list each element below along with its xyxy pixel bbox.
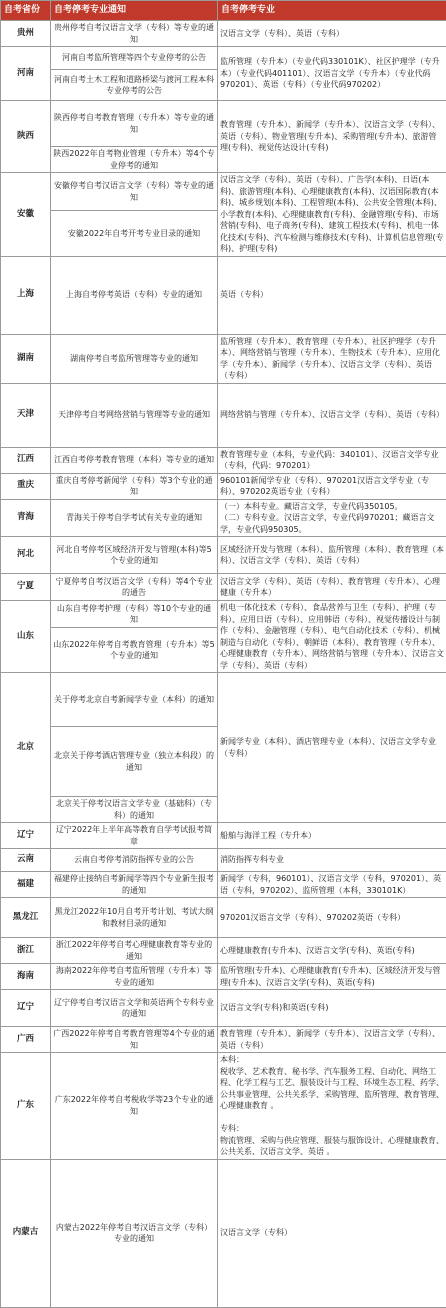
province-cell: 河北 [1,537,51,574]
table-row [1,1027,446,1053]
notice-cell: 关于停考北京自考新闻学专业（本科）的通知 [51,673,218,727]
province-cell: 内蒙古 [1,1159,51,1307]
notice-cell: 青海关于停考自学考试有关专业的通知 [51,499,218,537]
table-row [1,1053,446,1160]
province-cell: 云南 [1,849,51,872]
majors-cell: 区域经济开发与管理（本科）、监所管理（本科）、教育管理（本科）、汉语言文学（专科）、英语（专科） [218,537,446,574]
notice-cell: 福建停止接纳自考新闻学等四个专业新生报考的通知 [51,872,218,898]
majors-cell: 英语（专科） [218,256,446,334]
table-row [1,574,446,601]
province-cell: 海南 [1,964,51,990]
notice-cell: 海南2022年停考自考监所管理（专升本）等专业的通知 [51,964,218,990]
majors-cell: 汉语言文学（专科） [218,1159,446,1307]
notice-cell: 安徽停考自考汉语言文学（专科）等专业的通知 [51,173,218,211]
majors-cell: 船舶与海洋工程（专升本） [218,823,446,849]
notice-cell: 河南自考监所管理等四个专业停考的公告 [51,47,218,70]
notice-cell: 黑龙江2022年10月自考开考计划、考试大纲和教材目录的通知 [51,898,218,938]
province-cell: 浙江 [1,938,51,964]
table-header-row [1,1,446,21]
table-row [1,964,446,990]
notice-cell: 浙江2022年停考自考心理健康教育等专业的通知 [51,938,218,964]
notice-cell: 陕西停考自考教育管理（专升本）等专业的通知 [51,101,218,147]
table-row [1,537,446,574]
majors-cell: 新闻学（专科，960101）、汉语言文学（专科，970201）、英语（专科，970202）、监所管理（本科，330101K） [218,872,446,898]
majors-cell: 汉语言文学（专科）、英语（专科）、广告学(本科)、日语(本科)、旅游管理(本科)、心理健康教育(本科)、汉语国际教育(本科)、城乡规划(本科)、工程管理(本科)、公共安全管理(本科)、小学教育(本科)、心理健康教育(专科)、金融管理(专科)、市场营销(专科)、电子商务(专科)、建筑工程技术(专科)、机电一体化技术(专科)、汽车检测与维修技术(专科)、计算机信息管理(专科)、护理(专科) [218,173,446,257]
table-row [1,601,446,628]
majors-cell: 970201汉语言文学（专科）、970202英语（专科） [218,898,446,938]
province-cell: 北京 [1,673,51,823]
province-cell: 贵州 [1,21,51,47]
notice-cell: 山东自考停考护理（专科）等10个专业的通知 [51,601,218,628]
province-cell: 广西 [1,1027,51,1053]
majors-cell: 教育管理专业（本科，专业代码：340101）、汉语言文学专业（专科，代码：970201） [218,447,446,473]
notice-cell: 北京关于停考酒店管理专业（独立本科段）的通知 [51,727,218,797]
majors-cell: 教育管理（专升本）、新闻学（专升本）、汉语言文学（专科）、英语（专科）、物业管理(专升本)、采购管理(专升本)、旅游管理(专科)、视觉传达设计(专科) [218,101,446,173]
province-cell: 上海 [1,256,51,334]
notice-cell: 云南自考停考消防指挥专业的公告 [51,849,218,872]
table-row [1,383,446,447]
majors-cell: 本科： 税收学、艺术教育、秘书学、汽车服务工程、自动化、网络工程、化学工程与工艺、服装设计与工程、环境生态工程、药学、公共事业管理、公共关系学、采购管理、监所管理、教育管理、心理健康教育 。 专科： 物流管理、采购与供应管理、服装与服饰设计、心理健康教育、公共关系、汉语言文学、英语 。 [218,1053,446,1160]
province-cell: 山东 [1,601,51,673]
table-body [1,21,446,1308]
table-row [1,499,446,537]
table-row [1,47,446,70]
province-cell: 河南 [1,47,51,101]
notice-cell: 上海自考停考英语（专科）专业的通知 [51,256,218,334]
notice-cell: 河南自考土木工程和道路桥梁与渡河工程本科专业停考的公告 [51,70,218,101]
table-row [1,256,446,334]
majors-cell: 教育管理（专升本）、新闻学（专升本）、汉语言文学（专科）、英语（专科） [218,1027,446,1053]
table-row [1,849,446,872]
table-row [1,990,446,1027]
notice-cell: 安徽2022年自考开考专业目录的通知 [51,211,218,256]
table-row [1,334,446,383]
province-cell: 安徽 [1,173,51,257]
notice-cell: 山东2022年停考自考教育管理（专升本）等5个专业的通知 [51,628,218,673]
province-cell: 黑龙江 [1,898,51,938]
majors-cell: 监所管理（专升本）、教育管理（专升本）、社区护理学（专升本）、网络营销与管理（专升本）、生物技术（专升本）、应用化学（专升本）、新闻学（专升本）、汉语言文学（专科）、英语（专科） [218,334,446,383]
notice-cell: 重庆自考停考新闻学（专科）等3个专业的通知 [51,473,218,499]
notice-cell: 辽宁停考自考汉语言文学和英语两个专科专业的通知 [51,990,218,1027]
notice-cell: 内蒙古2022年停考自考汉语言文学（专科）专业的通知 [51,1159,218,1307]
header-notice: 自考停考专业通知 [51,1,218,21]
notice-cell: 河北自考停考区域经济开发与管理(本科)等5个专业的通知 [51,537,218,574]
province-cell: 福建 [1,872,51,898]
province-cell: 重庆 [1,473,51,499]
notice-cell: 天津停考自考网络营销与管理等专业的通知 [51,383,218,447]
majors-cell: 汉语言文学(专科)和英语(专科) [218,990,446,1027]
notice-cell: 广东2022年停考自考税收学等23个专业的通知 [51,1053,218,1160]
province-cell: 广东 [1,1053,51,1160]
header-province: 自考省份 [1,1,51,21]
province-cell: 陕西 [1,101,51,173]
notice-cell: 陕西2022年自考物业管理（专升本）等4个专业停考的通知 [51,147,218,173]
table-row [1,872,446,898]
table-row [1,101,446,147]
majors-cell: （一）本科专业。藏语言文学，专业代码350105。 （二）专科专业。汉语言文学，专业代码970201；藏语言文学，专业代码950305。 [218,499,446,537]
table-row [1,673,446,727]
majors-cell: 心理健康教育(专升本)、汉语言文学(专科)、英语(专科) [218,938,446,964]
majors-cell: 机电一体化技术（专科）、食品营养与卫生（专科）、护理（专科）、应用日语（专科）、应用韩语（专科）、视觉传播设计与制作（专科）、金融管理（专科）、电气自动化技术（专科）、机械制造与自动化（专科）、朝鲜语（本科）、教育管理（专升本）、心理健康教育（专升本）、网络营销与管理（专升本）、汉语言文学（专科）、英语（专科） [218,601,446,673]
majors-cell: 消防指挥专科专业 [218,849,446,872]
province-cell: 辽宁 [1,823,51,849]
province-cell: 湖南 [1,334,51,383]
majors-cell: 新闻学专业（本科）、酒店管理专业（本科）、汉语言文学专业（专科） [218,673,446,823]
table-row [1,21,446,47]
table-row [1,823,446,849]
notice-cell: 辽宁2022年上半年高等教育自学考试报考简章 [51,823,218,849]
table-row [1,898,446,938]
province-cell: 辽宁 [1,990,51,1027]
province-cell: 江西 [1,447,51,473]
table-row [1,1159,446,1307]
notice-cell: 湖南停考自考监所管理等专业的通知 [51,334,218,383]
majors-cell: 汉语言文学（专科）、英语（专科） [218,21,446,47]
notice-cell: 广西2022年停考自考教育管理等4个专业的通知 [51,1027,218,1053]
province-cell: 天津 [1,383,51,447]
majors-cell: 监所管理(专升本)、心理健康教育(专升本)、区域经济开发与管理(专升本)、汉语言文学(专科)、英语(专科) [218,964,446,990]
province-cell: 青海 [1,499,51,537]
table-row [1,447,446,473]
table-row [1,173,446,211]
notice-cell: 贵州停考自考汉语言文学（专科）等专业的通知 [51,21,218,47]
table-row [1,938,446,964]
majors-cell: 960101新闻学专业（专科）、970201汉语言文学专业（专科）、970202英语专业（专科） [218,473,446,499]
notice-cell: 北京关于停考汉语言文学专业（基础科）（专科）的通知 [51,797,218,823]
notice-cell: 江西自考停考教育管理（本科）等专业的通知 [51,447,218,473]
province-cell: 宁夏 [1,574,51,601]
majors-cell: 监所管理（专升本）（专业代码330101K）、社区护理学（专升本）（专业代码401101）、汉语言文学（专升本）（专业代码970201）、英语（专科）（专业代码970202） [218,47,446,101]
header-majors: 自考停考专业 [218,1,446,21]
majors-cell: 网络营销与管理（专升本）、汉语言文学（专科）、英语（专科） [218,383,446,447]
table-row [1,473,446,499]
majors-cell: 汉语言文学（专科）、英语（专科）、教育管理（专升本）、心理健康（专升本） [218,574,446,601]
notice-cell: 宁夏停考自考汉语言文学（专科）等4个专业的通告 [51,574,218,601]
